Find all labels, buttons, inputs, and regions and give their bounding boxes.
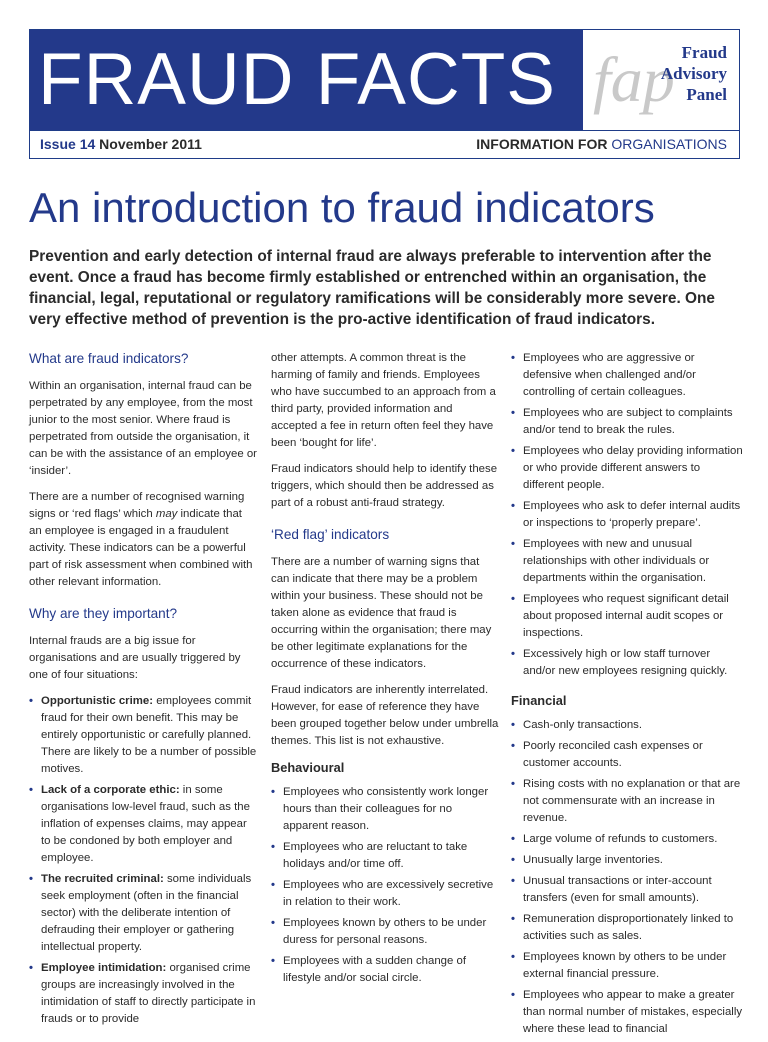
trigger-list xyxy=(29,693,257,1028)
item-text: Employees who appear to make a greater than normal number of mistakes, especially where these lead to financial xyxy=(523,989,743,1035)
bullet-icon: • xyxy=(511,740,515,752)
bullet-icon: • xyxy=(511,951,515,963)
list-item xyxy=(271,784,499,835)
item-text: Employees who ask to defer internal audits or inspections to ‘properly prepare’. xyxy=(523,500,741,529)
item-text: Employees who delay providing information or who provide different answers to different people. xyxy=(523,445,743,491)
bullet-icon: • xyxy=(271,879,275,891)
list-item xyxy=(511,591,743,642)
item-text: Employees who are aggressive or defensive when challenged and/or controlling of certain colleagues. xyxy=(523,352,696,398)
masthead xyxy=(29,29,740,131)
issue-label: Issue xyxy=(40,136,76,152)
item-text: Remuneration disproportionately linked to activities such as sales. xyxy=(523,913,734,942)
item-text: Cash-only transactions. xyxy=(523,719,643,731)
item-text: Large volume of refunds to customers. xyxy=(523,833,718,845)
list-item xyxy=(511,911,743,945)
subheading-behavioural: Behavioural xyxy=(271,760,345,775)
list-item xyxy=(511,717,743,734)
list-item xyxy=(511,646,743,680)
item-text: Poorly reconciled cash expenses or customer accounts. xyxy=(523,740,703,769)
paragraph: Fraud indicators should help to identify these triggers, which should then be addressed as part of a robust anti-fraud strategy. xyxy=(271,463,498,509)
item-text: Employees with new and unusual relationships with other individuals or departments within the organisation. xyxy=(523,538,710,584)
masthead-banner xyxy=(30,30,583,130)
bullet-icon: • xyxy=(271,917,275,929)
bullet-icon: • xyxy=(511,445,515,457)
item-text: Employees known by others to be under duress for personal reasons. xyxy=(283,917,487,946)
bullet-icon: • xyxy=(511,352,515,364)
paragraph: Internal frauds are a big issue for organisations and are usually triggered by one of four situations: xyxy=(29,635,241,681)
item-text: employees commit fraud for their own benefit. This may be entirely opportunistic or carefully planned. There are likely to be a number of possible motives. xyxy=(41,695,257,775)
section-heading-what-are: What are fraud indicators? xyxy=(29,351,189,366)
item-lead: Lack of a corporate ethic: xyxy=(41,784,180,796)
list-item xyxy=(271,953,499,987)
column-3 xyxy=(511,350,743,1042)
item-text: Employees who consistently work longer hours than their colleagues for no apparent reason. xyxy=(283,786,489,832)
bullet-icon: • xyxy=(29,962,33,974)
bullet-icon: • xyxy=(511,719,515,731)
list-item xyxy=(271,877,499,911)
column-2 xyxy=(271,350,499,991)
list-item xyxy=(511,852,743,869)
emphasis: may xyxy=(155,508,178,520)
section-heading-red-flag: ‘Red flag’ indicators xyxy=(271,527,390,542)
bullet-icon: • xyxy=(511,407,515,419)
bullet-icon: • xyxy=(29,873,33,885)
item-text: Employees who are reluctant to take holidays and/or time off. xyxy=(283,841,468,870)
item-text: Employees who request significant detail about proposed internal audit scopes or inspections. xyxy=(523,593,729,639)
issue-bar xyxy=(29,131,740,159)
bullet-icon: • xyxy=(271,841,275,853)
logo-line-3: Panel xyxy=(686,85,727,104)
item-text: Unusually large inventories. xyxy=(523,854,663,866)
paragraph: Fraud indicators are inherently interrelated. However, for ease of reference they have been grouped together below under umbrella themes. This list is not exhaustive. xyxy=(271,684,499,747)
list-item xyxy=(271,839,499,873)
list-item xyxy=(29,782,257,867)
list-item xyxy=(511,776,743,827)
bullet-icon: • xyxy=(511,989,515,1001)
list-item xyxy=(29,960,257,1028)
audience-prefix: INFORMATION FOR xyxy=(476,136,608,152)
paragraph: There are a number of warning signs that can indicate that there may be a problem within your business. These should not be taken alone as evidence that fraud is occurring within the organisation; there may be other legitimate explanations for the occurrence of these indicators. xyxy=(271,556,492,670)
audience-label: ORGANISATIONS xyxy=(611,136,727,152)
financial-list xyxy=(511,717,743,1038)
item-text: organised crime groups are increasingly involved in the intimidation of staff to directly participate in frauds or to provide xyxy=(41,962,256,1025)
audience-info xyxy=(476,136,727,152)
list-item xyxy=(511,443,743,494)
list-item xyxy=(29,693,257,778)
bullet-icon: • xyxy=(511,593,515,605)
paragraph: other attempts. A common threat is the harming of family and friends. Employees who have succumbed to an approach from a third party, provided information and accepted a fee in return often feel they have been ‘bought for life’. xyxy=(271,352,496,449)
item-text: Rising costs with no explanation or that are not commensurate with an increase in revenue. xyxy=(523,778,741,824)
bullet-icon: • xyxy=(29,784,33,796)
item-text: Unusual transactions or inter-account transfers (even for small amounts). xyxy=(523,875,712,904)
list-item xyxy=(29,871,257,956)
section-heading-why-important: Why are they important? xyxy=(29,606,178,621)
bullet-icon: • xyxy=(511,833,515,845)
behavioural-list xyxy=(271,784,499,987)
item-text: Employees who are excessively secretive in relation to their work. xyxy=(283,879,494,908)
issue-date: November 2011 xyxy=(99,136,202,152)
item-text: in some organisations low-level fraud, such as the inflation of expenses claims, may appear to be condoned by both employer and employee. xyxy=(41,784,250,864)
item-text: some individuals seek employment (often in the financial sector) with the deliberate intention of defrauding their employer or gathering intellectual property. xyxy=(41,873,252,953)
intro-paragraph: Prevention and early detection of internal fraud are always preferable to intervention after the event. Once a fraud has become firmly established or entrenched within an organisation, the financial, legal, reputational or regulatory ramifications will be considerably more severe. One very effective method of prevention is the pro-active identification of fraud indicators. xyxy=(29,248,715,328)
bullet-icon: • xyxy=(271,955,275,967)
list-item xyxy=(511,949,743,983)
logo-text xyxy=(661,42,727,105)
paragraph-red-flags xyxy=(29,489,257,591)
paragraph: Within an organisation, internal fraud can be perpetrated by any employee, from the most junior to the most senior. Where fraud is perpetrated from outside the organisation, it can be with the assistance of an employee or ‘insider’. xyxy=(29,380,257,477)
behavioural-list-continued xyxy=(511,350,743,680)
page-title: An introduction to fraud indicators xyxy=(29,184,655,231)
item-lead: The recruited criminal: xyxy=(41,873,164,885)
list-item xyxy=(511,350,743,401)
publication-title: FRAUD FACTS xyxy=(38,39,556,120)
logo-line-2: Advisory xyxy=(660,64,727,83)
column-1 xyxy=(29,350,257,1032)
bullet-icon: • xyxy=(511,875,515,887)
item-text: Excessively high or low staff turnover and/or new employees resigning quickly. xyxy=(523,648,728,677)
bullet-icon: • xyxy=(511,913,515,925)
bullet-icon: • xyxy=(271,786,275,798)
text-run: There are a number of recognised warning signs or ‘red flags’ which xyxy=(29,491,245,520)
list-item xyxy=(511,987,743,1038)
bullet-icon: • xyxy=(511,500,515,512)
list-item xyxy=(511,831,743,848)
logo-mark: fap xyxy=(593,44,675,115)
text-run: indicate that an employee is engaged in a fraudulent activity. These indicators can be a powerful part of risk assessment when combined with other relevant information. xyxy=(29,508,253,588)
bullet-icon: • xyxy=(511,648,515,660)
list-item xyxy=(511,405,743,439)
bullet-icon: • xyxy=(511,778,515,790)
subheading-financial: Financial xyxy=(511,693,567,708)
list-item xyxy=(511,536,743,587)
list-item xyxy=(511,873,743,907)
fraud-advisory-panel-logo xyxy=(583,30,739,130)
bullet-icon: • xyxy=(29,695,33,707)
item-text: Employees known by others to be under external financial pressure. xyxy=(523,951,727,980)
issue-number: 14 xyxy=(79,136,96,152)
issue-info xyxy=(40,136,202,152)
list-item xyxy=(511,738,743,772)
item-lead: Employee intimidation: xyxy=(41,962,167,974)
item-text: Employees who are subject to complaints and/or tend to break the rules. xyxy=(523,407,733,436)
list-item xyxy=(271,915,499,949)
item-text: Employees with a sudden change of lifestyle and/or social circle. xyxy=(283,955,467,984)
item-lead: Opportunistic crime: xyxy=(41,695,154,707)
bullet-icon: • xyxy=(511,538,515,550)
list-item xyxy=(511,498,743,532)
logo-line-1: Fraud xyxy=(681,43,727,62)
bullet-icon: • xyxy=(511,854,515,866)
